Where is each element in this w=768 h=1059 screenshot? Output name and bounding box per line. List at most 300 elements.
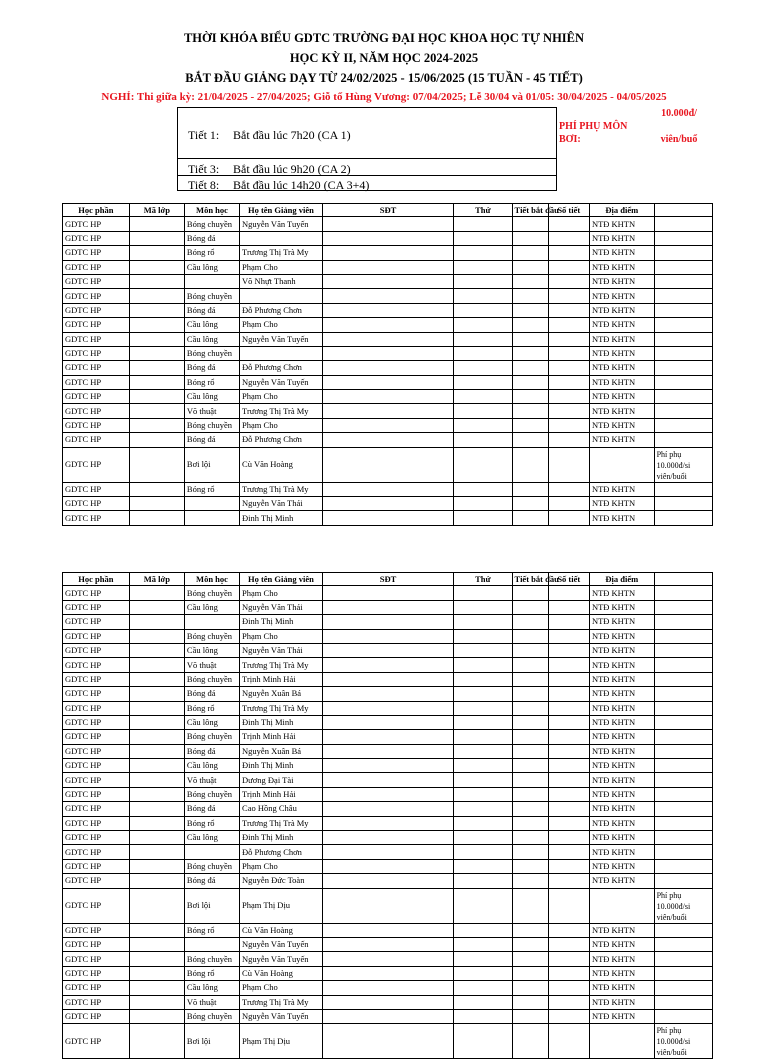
subject-cell: Cầu lông [184,260,239,274]
weekday-cell [454,802,512,816]
note-cell [654,845,712,859]
column-header: Địa điểm [589,573,654,586]
note-cell [654,643,712,657]
location-cell: NTĐ KHTN [589,744,654,758]
weekday-cell [454,658,512,672]
period-count-cell [548,937,589,951]
period-count-cell [548,375,589,389]
start-period-cell [512,246,548,260]
class-code-cell [129,859,184,873]
note-cell [654,231,712,245]
weekday-cell [454,937,512,951]
subject-cell: Bóng chuyền [184,730,239,744]
weekday-cell [454,966,512,980]
class-code-cell [129,952,184,966]
course-cell: GDTC HP [63,404,130,418]
subject-cell: Bóng chuyền [184,672,239,686]
instructor-cell: Cao Hồng Châu [240,802,323,816]
note-cell [654,303,712,317]
table-row [63,600,713,614]
course-cell: GDTC HP [63,433,130,447]
class-code-cell [129,404,184,418]
course-cell: GDTC HP [63,888,130,923]
location-cell: NTĐ KHTN [589,687,654,701]
course-cell: GDTC HP [63,511,130,525]
instructor-cell: Phạm Cho [240,629,323,643]
phone-cell [322,586,453,600]
subject-cell: Bóng đá [184,361,239,375]
weekday-cell [454,231,512,245]
note-cell [654,361,712,375]
instructor-cell: Trương Thị Trà My [240,995,323,1009]
weekday-cell [454,629,512,643]
subject-cell: Cầu lông [184,318,239,332]
weekday-cell [454,404,512,418]
course-cell: GDTC HP [63,923,130,937]
subject-cell: Bóng rổ [184,375,239,389]
class-code-cell [129,888,184,923]
start-period-cell [512,845,548,859]
class-code-cell [129,390,184,404]
course-cell: GDTC HP [63,586,130,600]
location-cell: NTĐ KHTN [589,586,654,600]
subject-cell [184,497,239,511]
instructor-cell: Đỗ Phương Chơn [240,845,323,859]
phone-cell [322,923,453,937]
note-cell [654,759,712,773]
weekday-cell [454,615,512,629]
subject-cell: Bóng đá [184,231,239,245]
class-code-cell [129,966,184,980]
note-cell [654,773,712,787]
period-count-cell [548,687,589,701]
document-title: THỜI KHÓA BIỂU GDTC TRƯỜNG ĐẠI HỌC KHOA HỌC TỰ NHIÊN [183,31,585,45]
location-cell: NTĐ KHTN [589,787,654,801]
subject-cell: Bóng chuyền [184,629,239,643]
course-cell: GDTC HP [63,361,130,375]
location-cell: NTĐ KHTN [589,511,654,525]
start-period-cell [512,433,548,447]
column-header: Môn học [184,204,239,217]
course-cell: GDTC HP [63,874,130,888]
phone-cell [322,643,453,657]
weekday-cell [454,995,512,1009]
table-row [63,773,713,787]
instructor-cell: Trịnh Minh Hải [240,730,323,744]
subject-cell [184,511,239,525]
table-row [63,1009,713,1023]
weekday-cell [454,303,512,317]
start-period-cell [512,1024,548,1059]
instructor-cell: Dương Đại Tài [240,773,323,787]
note-cell [654,952,712,966]
table-row [63,874,713,888]
course-cell: GDTC HP [63,231,130,245]
divider [178,158,556,159]
instructor-cell [240,289,323,303]
period-count-cell [548,629,589,643]
subject-cell: Cầu lông [184,981,239,995]
instructor-cell: Nguyễn Văn Tuyến [240,217,323,231]
period-count-cell [548,715,589,729]
phone-cell [322,831,453,845]
period-count-cell [548,318,589,332]
start-period-cell [512,346,548,360]
location-cell: NTĐ KHTN [589,759,654,773]
weekday-cell [454,981,512,995]
table-row [63,859,713,873]
semester-title: HỌC KỲ II, NĂM HỌC 2024-2025 [289,51,479,65]
location-cell: NTĐ KHTN [589,217,654,231]
instructor-cell: Nguyễn Văn Thái [240,643,323,657]
period-count-cell [548,995,589,1009]
phone-cell [322,995,453,1009]
phone-cell [322,672,453,686]
weekday-cell [454,643,512,657]
table-row [63,390,713,404]
course-cell: GDTC HP [63,952,130,966]
weekday-cell [454,787,512,801]
course-cell: GDTC HP [63,995,130,1009]
subject-cell: Cầu lông [184,759,239,773]
period-row-1 [188,128,351,143]
location-cell: NTĐ KHTN [589,643,654,657]
start-period-cell [512,629,548,643]
instructor-cell: Phạm Cho [240,586,323,600]
course-cell: GDTC HP [63,318,130,332]
period-count-cell [548,303,589,317]
column-header: Tiết bắt đầu [512,573,548,586]
location-cell: NTĐ KHTN [589,923,654,937]
instructor-cell: Võ Nhựt Thanh [240,274,323,288]
location-cell: NTĐ KHTN [589,433,654,447]
instructor-cell: Phạm Thị Dịu [240,1024,323,1059]
class-code-cell [129,981,184,995]
period-count-cell [548,859,589,873]
table-row [63,418,713,432]
phone-cell [322,715,453,729]
location-cell: NTĐ KHTN [589,730,654,744]
period-count-cell [548,418,589,432]
period-count-cell [548,981,589,995]
period-count-cell [548,744,589,758]
period-count-cell [548,511,589,525]
period-count-cell [548,874,589,888]
class-code-cell [129,600,184,614]
course-cell: GDTC HP [63,303,130,317]
instructor-cell: Cù Văn Hoàng [240,966,323,980]
course-cell: GDTC HP [63,831,130,845]
note-cell [654,1009,712,1023]
start-period-cell [512,511,548,525]
location-cell: NTĐ KHTN [589,874,654,888]
note-cell [654,418,712,432]
note-cell [654,217,712,231]
location-cell: NTĐ KHTN [589,418,654,432]
subject-cell: Cầu lông [184,390,239,404]
location-cell: NTĐ KHTN [589,831,654,845]
location-cell: NTĐ KHTN [589,715,654,729]
column-header: Học phần [63,573,130,586]
class-code-cell [129,217,184,231]
subject-cell: Bóng đá [184,802,239,816]
class-code-cell [129,361,184,375]
period-text: Bắt đầu lúc 14h20 (CA 3+4) [233,178,370,192]
location-cell: NTĐ KHTN [589,995,654,1009]
class-code-cell [129,672,184,686]
phone-cell [322,260,453,274]
instructor-cell: Cù Văn Hoàng [240,447,323,482]
schedule-table-1 [62,203,713,526]
class-code-cell [129,586,184,600]
instructor-cell [240,231,323,245]
location-cell: NTĐ KHTN [589,274,654,288]
course-cell: GDTC HP [63,289,130,303]
instructor-cell: Nguyễn Văn Thái [240,497,323,511]
location-cell: NTĐ KHTN [589,318,654,332]
period-count-cell [548,447,589,482]
location-cell: NTĐ KHTN [589,672,654,686]
subject-cell: Bóng đá [184,744,239,758]
course-cell: GDTC HP [63,816,130,830]
table-row [63,715,713,729]
start-period-cell [512,375,548,389]
column-header: Môn học [184,573,239,586]
weekday-cell [454,701,512,715]
start-period-cell [512,672,548,686]
instructor-cell: Đinh Thị Minh [240,511,323,525]
period-count-cell [548,615,589,629]
instructor-cell: Nguyễn Văn Tuyến [240,1009,323,1023]
table-row [63,246,713,260]
class-code-cell [129,816,184,830]
class-code-cell [129,318,184,332]
phone-cell [322,615,453,629]
divider [178,175,556,176]
weekday-cell [454,390,512,404]
table-row [63,217,713,231]
subject-cell: Cầu lông [184,600,239,614]
note-cell [654,802,712,816]
start-period-cell [512,404,548,418]
location-cell: NTĐ KHTN [589,701,654,715]
note-cell [654,246,712,260]
start-period-cell [512,730,548,744]
phone-cell [322,217,453,231]
subject-cell: Bóng chuyền [184,346,239,360]
location-cell: NTĐ KHTN [589,981,654,995]
phone-cell [322,418,453,432]
location-cell: NTĐ KHTN [589,600,654,614]
start-period-cell [512,217,548,231]
class-code-cell [129,744,184,758]
course-cell: GDTC HP [63,643,130,657]
table-row [63,375,713,389]
table-row [63,447,713,482]
location-cell: NTĐ KHTN [589,231,654,245]
period-count-cell [548,332,589,346]
subject-cell: Bóng rổ [184,923,239,937]
phone-cell [322,289,453,303]
phone-cell [322,759,453,773]
period-count-cell [548,346,589,360]
note-cell: Phí phụ 10.000đ/si viên/buổi [654,1024,712,1059]
instructor-cell: Nguyễn Văn Tuyến [240,952,323,966]
location-cell: NTĐ KHTN [589,289,654,303]
period-count-cell [548,701,589,715]
column-header: Mã lớp [129,573,184,586]
course-cell: GDTC HP [63,375,130,389]
weekday-cell [454,888,512,923]
table-row [63,966,713,980]
weekday-cell [454,672,512,686]
subject-cell: Cầu lông [184,831,239,845]
location-cell: NTĐ KHTN [589,952,654,966]
instructor-cell: Phạm Cho [240,418,323,432]
course-cell: GDTC HP [63,615,130,629]
course-cell: GDTC HP [63,787,130,801]
class-code-cell [129,375,184,389]
weekday-cell [454,511,512,525]
class-code-cell [129,701,184,715]
period-count-cell [548,1024,589,1059]
table-row [63,643,713,657]
start-period-cell [512,643,548,657]
start-period-cell [512,744,548,758]
phone-cell [322,701,453,715]
course-cell: GDTC HP [63,937,130,951]
note-cell [654,318,712,332]
schedule-table-2 [62,572,713,1059]
subject-cell: Cầu lông [184,332,239,346]
location-cell: NTĐ KHTN [589,260,654,274]
course-cell: GDTC HP [63,701,130,715]
phone-cell [322,1024,453,1059]
period-text: Bắt đầu lúc 9h20 (CA 2) [233,162,351,176]
phone-cell [322,375,453,389]
period-count-cell [548,643,589,657]
table-row [63,332,713,346]
instructor-cell: Đinh Thị Minh [240,831,323,845]
table-row [63,274,713,288]
location-cell [589,447,654,482]
table-row [63,482,713,496]
subject-cell: Bóng chuyền [184,289,239,303]
phone-cell [322,981,453,995]
table-row [63,318,713,332]
swim-fee-label-line2: BƠI: [559,134,581,145]
class-code-cell [129,643,184,657]
phone-cell [322,874,453,888]
course-cell: GDTC HP [63,981,130,995]
class-code-cell [129,511,184,525]
start-period-cell [512,231,548,245]
course-cell: GDTC HP [63,346,130,360]
phone-cell [322,730,453,744]
weekday-cell [454,289,512,303]
start-period-cell [512,418,548,432]
weekday-cell [454,816,512,830]
course-cell: GDTC HP [63,744,130,758]
instructor-cell: Phạm Cho [240,390,323,404]
weekday-cell [454,346,512,360]
note-cell [654,629,712,643]
note-cell [654,332,712,346]
location-cell [589,888,654,923]
class-code-cell [129,482,184,496]
instructor-cell: Nguyễn Đức Toàn [240,874,323,888]
note-cell [654,433,712,447]
subject-cell: Bóng rổ [184,966,239,980]
period-count-cell [548,390,589,404]
weekday-cell [454,715,512,729]
period-count-cell [548,1009,589,1023]
swim-fee-label [559,120,649,146]
table-row [63,497,713,511]
weekday-cell [454,260,512,274]
subject-cell: Võ thuật [184,995,239,1009]
period-count-cell [548,787,589,801]
note-cell [654,687,712,701]
location-cell: NTĐ KHTN [589,404,654,418]
start-period-cell [512,1009,548,1023]
note-cell [654,404,712,418]
instructor-cell: Phạm Cho [240,981,323,995]
subject-cell: Cầu lông [184,643,239,657]
start-period-cell [512,759,548,773]
phone-cell [322,937,453,951]
subject-cell: Cầu lông [184,715,239,729]
phone-cell [322,859,453,873]
phone-cell [322,658,453,672]
start-period-cell [512,303,548,317]
weekday-cell [454,874,512,888]
period-count-cell [548,231,589,245]
weekday-cell [454,447,512,482]
phone-cell [322,966,453,980]
weekday-cell [454,831,512,845]
start-period-cell [512,615,548,629]
column-header [654,573,712,586]
instructor-cell: Trương Thị Trà My [240,482,323,496]
phone-cell [322,303,453,317]
location-cell [589,1024,654,1059]
note-cell [654,981,712,995]
class-code-cell [129,447,184,482]
note-cell [654,787,712,801]
subject-cell: Bơi lội [184,447,239,482]
period-count-cell [548,730,589,744]
location-cell: NTĐ KHTN [589,615,654,629]
course-cell: GDTC HP [63,773,130,787]
location-cell: NTĐ KHTN [589,859,654,873]
table-row [63,303,713,317]
class-code-cell [129,433,184,447]
class-code-cell [129,923,184,937]
instructor-cell: Nguyễn Xuân Bá [240,687,323,701]
subject-cell [184,274,239,288]
start-period-cell [512,361,548,375]
instructor-cell: Phạm Cho [240,260,323,274]
location-cell: NTĐ KHTN [589,1009,654,1023]
instructor-cell: Đỗ Phương Chơn [240,303,323,317]
phone-cell [322,318,453,332]
weekday-cell [454,1009,512,1023]
course-cell: GDTC HP [63,274,130,288]
note-cell [654,859,712,873]
period-count-cell [548,482,589,496]
table-row [63,433,713,447]
